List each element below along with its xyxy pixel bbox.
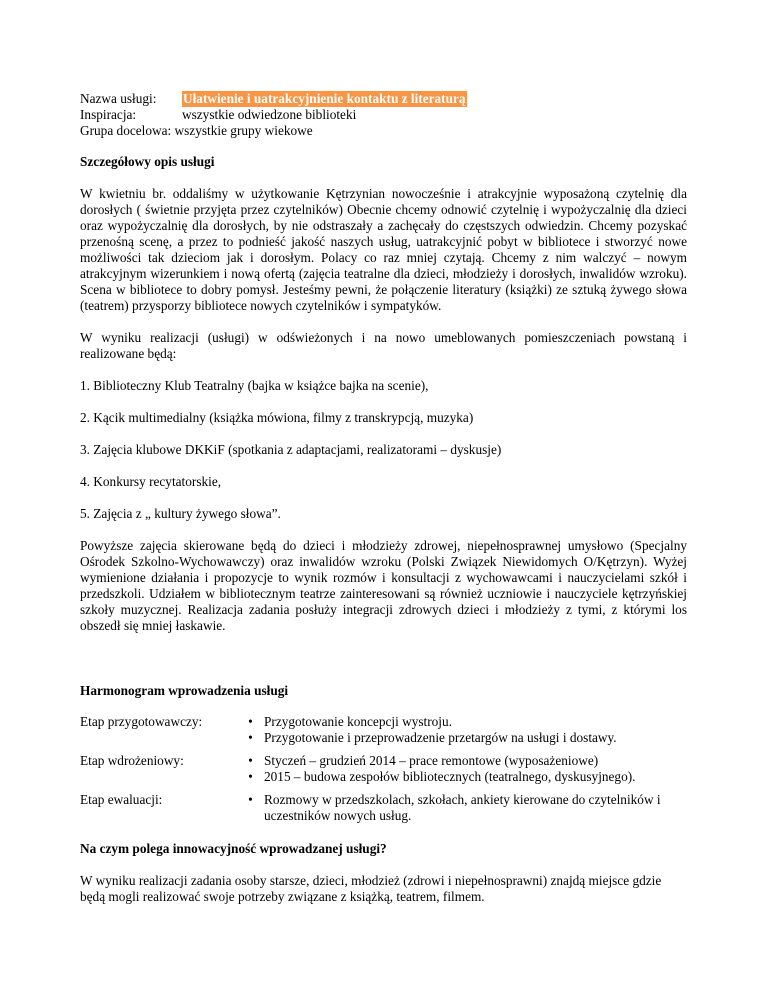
inspiration-label: Inspiracja: [80, 107, 137, 122]
innovation-heading: Na czym polega innowacyjność wprowadzanej usługi? [80, 841, 387, 856]
activity-item-5: 5. Zajęcia z „ kultury żywego słowa”. [80, 506, 281, 521]
service-name-value: Ułatwienie i uatrakcyjnienie kontaktu z literaturą [183, 91, 466, 106]
schedule-bullet-item: • 2015 – budowa zespołów bibliotecznych (teatralnego, dyskusyjnego). [237, 769, 687, 785]
stage-preparatory-label: Etap przygotowawczy: [80, 714, 203, 729]
service-name-label: Nazwa usługi: [80, 91, 157, 106]
schedule-heading: Harmonogram wprowadzenia usługi [80, 683, 289, 698]
target-group-label: Grupa docelowa: [80, 123, 172, 138]
details-paragraph-1: W kwietniu br. oddaliśmy w użytkowanie Kętrzynian nowocześnie i atrakcyjnie wyposażoną czytelnię dla dorosłych ( świetnie przyjęta przez czytelników) Obecnie chcemy odnowić czytelnię i wypożyczalnię dla dzieci oraz wypożyczalnię dla dorosłych, by nie odstraszały a zachęcały do częstszych odwiedzin. Chcemy pozyskać przenośną scenę, a przez to podnieść jakość naszych usług, uatrakcyjnić pobyt w bibliotece i stworzyć nowe możliwości tak dzieciom jak i dorosłym. Polacy co raz mniej czytają. Chcemy z nim walczyć – nowym atrakcyjnym wizerunkiem i nową ofertą (zajęcia teatralne dla dzieci, młodzieży i dorosłych, inwalidów wzroku). Scena w bibliotece to dobry pomysł. Jesteśmy pewni, że połączenie literatury (książki) ze sztuką żywego słowa (teatrem) przysporzy bibliotece nowych czytelników i sympatyków. [80, 186, 687, 313]
schedule-bullet-item: • Styczeń – grudzień 2014 – prace remontowe (wyposażeniowe) [237, 753, 687, 769]
schedule-stage-labels [80, 714, 237, 824]
details-paragraph-2: W wyniku realizacji (usługi) w odświeżonych i na nowo umeblowanych pomieszczeniach powstaną i realizowane będą: [80, 330, 687, 361]
bullet-icon: • [248, 769, 253, 784]
schedule-bullets [237, 714, 687, 824]
inspiration-row [80, 107, 687, 123]
target-group-row [80, 123, 687, 139]
bullet-icon: • [248, 730, 253, 745]
stage-evaluation-label: Etap ewaluacji: [80, 792, 163, 807]
activity-item-3: 3. Zajęcia klubowe DKKiF (spotkania z adaptacjami, realizatorami – dyskusje) [80, 442, 502, 457]
document-page [80, 91, 687, 905]
innovation-paragraph: W wyniku realizacji zadania osoby starsze, dzieci, młodzież (zdrowi i niepełnosprawni) znajdą miejsce gdzie będą mogli realizować swoje potrzeby związane z książką, teatrem, filmem. [80, 873, 662, 904]
bullet-icon: • [248, 714, 253, 729]
inspiration-value: wszystkie odwiedzone biblioteki [182, 107, 357, 122]
service-name-row [80, 91, 687, 107]
details-heading: Szczegółowy opis usługi [80, 154, 215, 169]
bullet-icon: • [248, 792, 253, 807]
stage-implementation-label: Etap wdrożeniowy: [80, 753, 184, 768]
details-paragraph-3: Powyższe zajęcia skierowane będą do dzieci i młodzieży zdrowej, niepełnosprawnej umysłowo (Specjalny Ośrodek Szkolno-Wychowawczy) oraz inwalidów wzroku (Polski Związek Niewidomych O/Kętrzyn). Wyżej wymienione działania i propozycje to wynik rozmów i konsultacji z wychowawcami i nauczycielami szkół i przedszkoli. Udziałem w bibliotecznym teatrze zainteresowani są również uczniowie i nauczyciele kętrzyńskiej szkoły muzycznej. Realizacja zadania posłuży integracji zdrowych dzieci i młodzieży z tymi, z którymi los obszedł się mniej łaskawie. [80, 538, 687, 633]
target-group-value: wszystkie grupy wiekowe [174, 123, 313, 138]
schedule-bullet-item: • Przygotowanie i przeprowadzenie przetargów na usługi i dostawy. [237, 730, 687, 746]
schedule-bullet-item: • Rozmowy w przedszkolach, szkołach, ankiety kierowane do czytelników i uczestników nowych usług. [237, 792, 687, 824]
schedule-bullet-item: • Przygotowanie koncepcji wystroju. [237, 714, 687, 730]
schedule-table [80, 714, 687, 824]
bullet-icon: • [248, 753, 253, 768]
activity-item-1: 1. Biblioteczny Klub Teatralny (bajka w książce bajka na scenie), [80, 378, 429, 393]
activity-item-2: 2. Kącik multimedialny (książka mówiona, filmy z transkrypcją, muzyka) [80, 410, 474, 425]
activity-item-4: 4. Konkursy recytatorskie, [80, 474, 222, 489]
